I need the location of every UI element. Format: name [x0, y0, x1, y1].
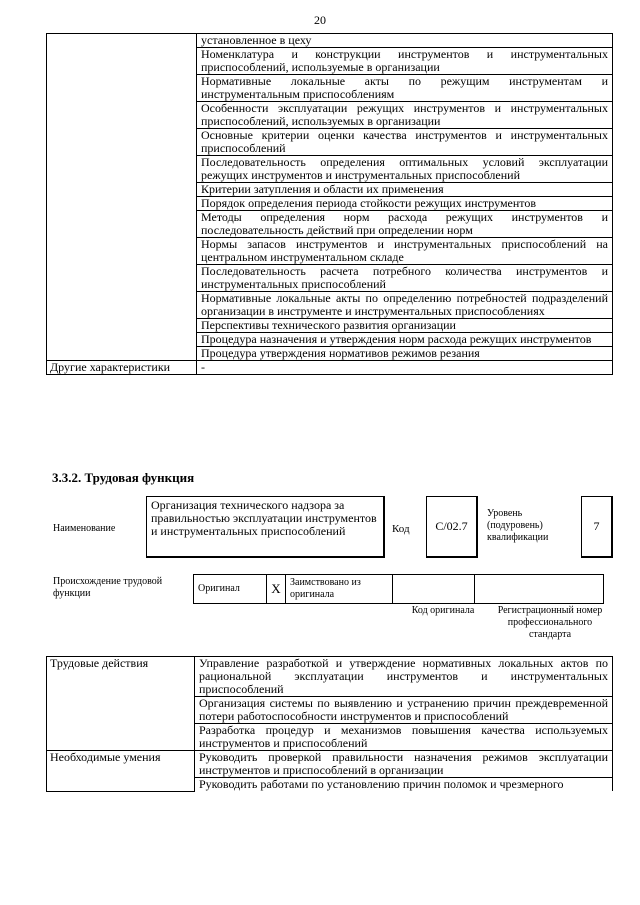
table-cell: Методы определения норм расхода режущих инструментов и последовательность действий при определении норм	[197, 211, 613, 238]
table-cell: Перспективы технического развития организации	[197, 319, 613, 333]
original-code-label: Код оригинала	[411, 605, 475, 616]
table-row	[194, 575, 604, 604]
other-characteristics-value: -	[197, 361, 613, 375]
origin-label: Происхождение трудовой функции	[53, 576, 163, 599]
page-number: 20	[314, 13, 326, 27]
table-cell: Основные критерии оценки качества инструментов и инструментальных приспособлений	[197, 129, 613, 156]
table-cell: Критерии затупления и области их применения	[197, 183, 613, 197]
table-cell: Процедура утверждения нормативов режимов резания	[197, 347, 613, 361]
code-box: С/02.7	[426, 496, 478, 558]
table-cell: Процедура назначения и утверждения норм расхода режущих инструментов	[197, 333, 613, 347]
table-cell: Разработка процедур и механизмов повышения качества используемых инструментов и приспособлений	[195, 724, 613, 751]
code-label: Код	[392, 523, 410, 535]
name-label: Наименование	[53, 523, 116, 534]
table-cell: Руководить проверкой правильности назначения режимов эксплуатации инструментов и приспособлений в организации	[195, 751, 613, 778]
original-code-cell	[393, 575, 475, 604]
table-row	[47, 751, 613, 778]
actions-label: Трудовые действия	[47, 657, 195, 751]
table-cell: Нормативные локальные акты по режущим инструментам и инструментальным приспособлениям	[197, 75, 613, 102]
origin-table	[193, 574, 604, 604]
function-name-box: Организация технического надзора за правильностью эксплуатации инструментов и инструментальных приспособлений	[146, 496, 385, 558]
table-row	[47, 657, 613, 697]
reg-number-cell	[475, 575, 604, 604]
table-row	[47, 34, 613, 48]
original-mark: X	[267, 575, 286, 604]
other-characteristics-label: Другие характеристики	[47, 361, 197, 375]
skills-label: Необходимые умения	[47, 751, 195, 792]
table-cell: Управление разработкой и утверждение нормативных локальных актов по рациональной эксплуатации инструментов и инструментальных приспособлений	[195, 657, 613, 697]
table-cell: Нормы запасов инструментов и инструментальных приспособлений на центральном инструментальном складе	[197, 238, 613, 265]
table-cell: Номенклатура и конструкции инструментов и инструментальных приспособлений, используемые в организации	[197, 48, 613, 75]
knowledge-table	[46, 33, 613, 375]
table-cell: Нормативные локальные акты по определению потребностей подразделений организации в инструменте и инструментальных приспособлениях	[197, 292, 613, 319]
borrowed-label: Заимствовано из оригинала	[286, 575, 393, 604]
reg-number-label: Регистрационный номер профессионального стандарта	[497, 605, 603, 640]
table-cell: установленное в цеху	[197, 34, 613, 48]
table-cell: Последовательность определения оптимальных условий эксплуатации режущих инструментов и инструментальных приспособлений	[197, 156, 613, 183]
table-cell: Руководить работами по установлению причин поломок и чрезмерного	[195, 778, 613, 792]
section-heading: 3.3.2. Трудовая функция	[52, 470, 195, 485]
actions-table	[46, 656, 613, 792]
table-cell: Особенности эксплуатации режущих инструментов и инструментальных приспособлений, используемых в организации	[197, 102, 613, 129]
knowledge-label-cell	[47, 34, 197, 361]
level-label: Уровень (подуровень) квалификации	[487, 508, 549, 543]
table-cell: Порядок определения периода стойкости режущих инструментов	[197, 197, 613, 211]
table-cell: Последовательность расчета потребного количества инструментов и инструментальных приспособлений	[197, 265, 613, 292]
level-box: 7	[581, 496, 613, 558]
table-cell: Организация системы по выявлению и устранению причин преждевременной потери работоспособности инструментов и приспособлений	[195, 697, 613, 724]
table-row	[47, 361, 613, 375]
original-label: Оригинал	[194, 575, 267, 604]
